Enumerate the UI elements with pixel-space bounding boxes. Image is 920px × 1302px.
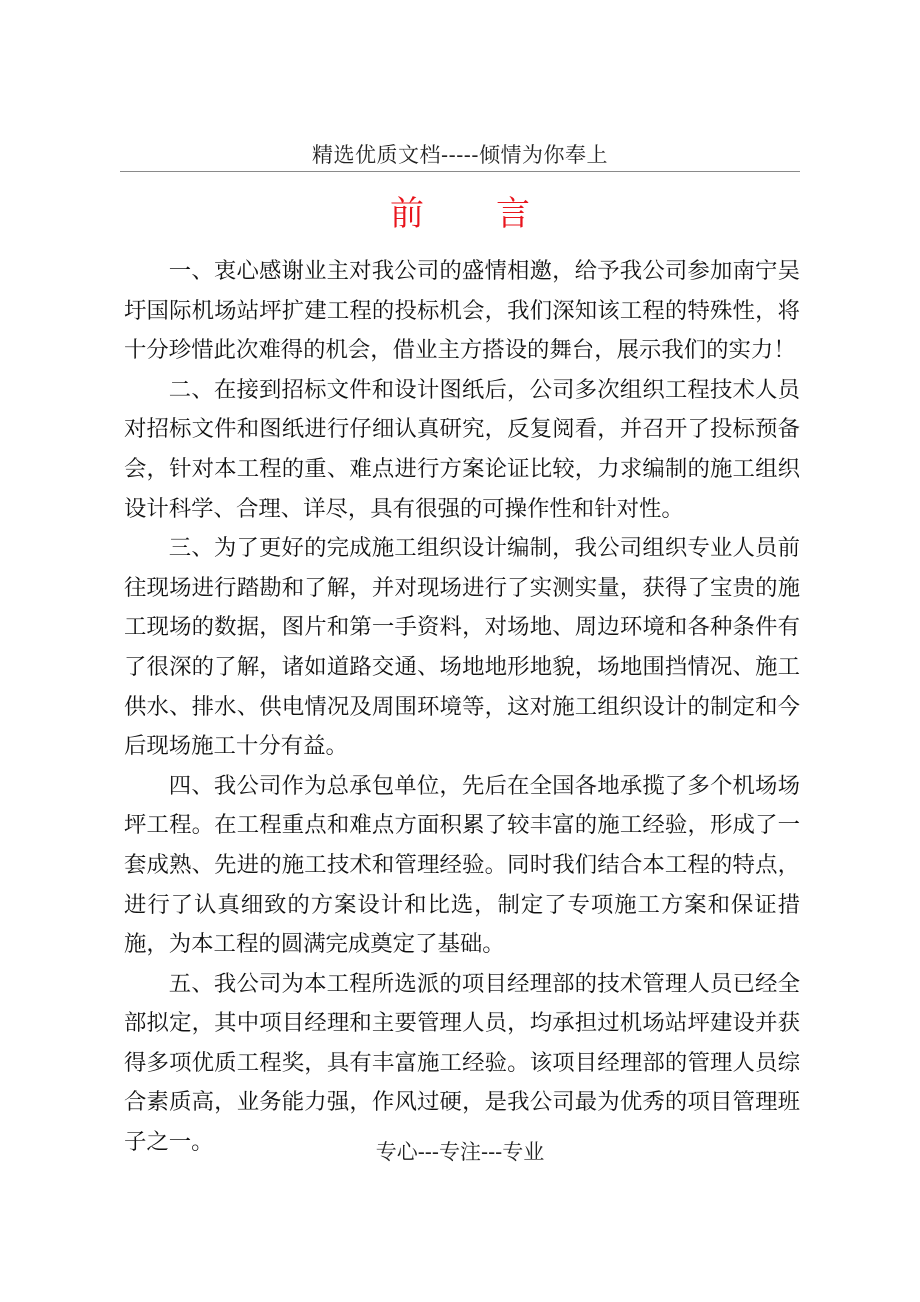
page-header: 精选优质文档-----倾情为你奉上: [312, 143, 608, 167]
header-divider: [120, 171, 800, 172]
paragraph-4: 四、我公司作为总承包单位，先后在全国各地承揽了多个机场场坪工程。在工程重点和难点方面积累了较丰富的施工经验，形成了一套成熟、先进的施工技术和管理经验。同时我们结合本工程的特点，进行了认真细致的方案设计和比选，制定了专项施工方案和保证措施，为本工程的圆满完成奠定了基础。: [124, 772, 800, 958]
paragraph-3: 三、为了更好的完成施工组织设计编制，我公司组织专业人员前往现场进行踏勘和了解，并对现场进行了实测实量，获得了宝贵的施工现场的数据，图片和第一手资料，对场地、周边环境和各种条件有了很深的了解，诸如道路交通、场地地形地貌，场地围挡情况、施工供水、排水、供电情况及周围环境等，这对施工组织设计的制定和今后现场施工十分有益。: [124, 535, 800, 760]
document-body: [124, 252, 800, 1163]
paragraph-2: 二、在接到招标文件和设计图纸后，公司多次组织工程技术人员对招标文件和图纸进行仔细认真研究，反复阅看，并召开了投标预备会，针对本工程的重、难点进行方案论证比较，力求编制的施工组织设计科学、合理、详尽，具有很强的可操作性和针对性。: [124, 376, 800, 522]
paragraph-5: 五、我公司为本工程所选派的项目经理部的技术管理人员已经全部拟定，其中项目经理和主要管理人员，均承担过机场站坪建设并获得多项优质工程奖，具有丰富施工经验。该项目经理部的管理人员综合素质高，业务能力强，作风过硬，是我公司最为优秀的项目管理班子之一。: [124, 970, 800, 1156]
document-title: 前言: [390, 194, 602, 234]
page-footer: 专心---专注---专业: [375, 1140, 545, 1164]
paragraph-1: 一、衷心感谢业主对我公司的盛情相邀，给予我公司参加南宁吴圩国际机场站坪扩建工程的投标机会，我们深知该工程的特殊性，将十分珍惜此次难得的机会，借业主方搭设的舞台，展示我们的实力！: [124, 258, 800, 364]
